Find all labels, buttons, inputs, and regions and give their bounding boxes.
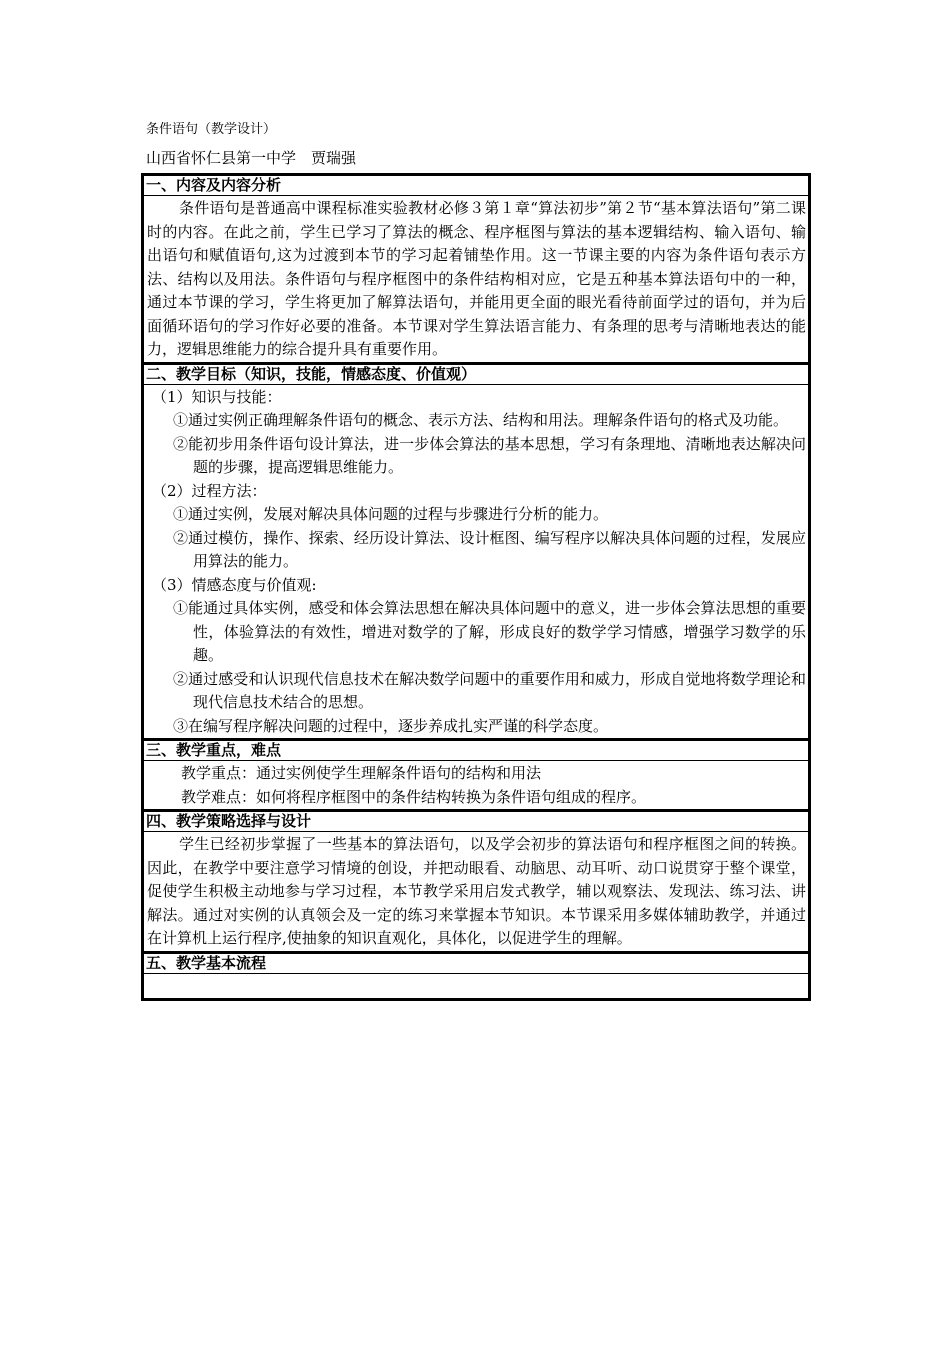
document-title: 条件语句（教学设计） — [146, 122, 277, 137]
objective-item: ①通过实例，发展对解决具体问题的过程与步骤进行分析的能力。 — [173, 505, 609, 523]
difficult-point-line: 教学难点：如何将程序框图中的条件结构转换为条件语句组成的程序。 — [181, 787, 647, 806]
section-body-teaching-strategy — [144, 832, 808, 954]
objective-group-label: （2）过程方法： — [152, 481, 267, 500]
section-heading-teaching-flow: 五、教学基本流程 — [144, 954, 808, 974]
section-body-content-analysis — [144, 196, 808, 365]
objective-item: ①能通过具体实例，感受和体会算法思想在解决具体问题中的意义，进一步体会算法思想的重要性，体验算法的有效性，增进对数学的了解，形成良好的数学学习情感，增强学习数学的乐趣。 — [173, 599, 806, 664]
objective-item: ②通过感受和认识现代信息技术在解决数学问题中的重要作用和威力，形成自觉地将数学理论和现代信息技术结合的思想。 — [173, 669, 806, 711]
objective-item: ③在编写程序解决问题的过程中，逐步养成扎实严谨的科学态度。 — [173, 716, 609, 735]
section-body-teaching-objectives — [144, 385, 808, 742]
content-analysis-paragraph: 条件语句是普通高中课程标准实验教材必修３第１章“算法初步”第２节“基本算法语句”第二课时的内容。在此之前，学生已学习了算法的概念、程序框图与算法的基本逻辑结构、输入语句、输出语句和赋值语句,这为过渡到本节的学习起着铺垫作用。这一节课主要的内容为条件语句表示方法、结构以及用法。条件语句与程序框图中的条件结构相对应，它是五种基本算法语句中的一种，通过本节课的学习，学生将更加了解算法语句，并能用更全面的眼光看待前面学过的语句，并为后面循环语句的学习作好必要的准备。本节课对学生算法语言能力、有条理的思考与清晰地表达的能力，逻辑思维能力的综合提升具有重要作用。 — [147, 199, 806, 358]
section-heading-teaching-strategy: 四、教学策略选择与设计 — [144, 812, 808, 832]
objective-group-label: （1）知识与技能： — [152, 387, 282, 406]
section-heading-content-analysis: 一、内容及内容分析 — [144, 176, 808, 196]
key-point-line: 教学重点：通过实例使学生理解条件语句的结构和用法 — [181, 764, 542, 782]
section-heading-key-difficult-points: 三、教学重点，难点 — [144, 741, 808, 761]
section-body-key-difficult-points — [144, 761, 808, 812]
lesson-design-table — [141, 173, 811, 1001]
objective-item: ②通过模仿，操作、探索、经历设计算法、设计框图、编写程序以解决具体问题的过程，发展应用算法的能力。 — [173, 528, 806, 570]
section-body-teaching-flow — [144, 974, 808, 998]
objective-item: ②能初步用条件语句设计算法，进一步体会算法的基本思想，学习有条理地、清晰地表达解决问题的步骤，提高逻辑思维能力。 — [173, 434, 806, 476]
teaching-strategy-paragraph: 学生已经初步掌握了一些基本的算法语句，以及学会初步的算法语句和程序框图之间的转换。因此，在教学中要注意学习情境的创设，并把动眼看、动脑思、动耳听、动口说贯穿于整个课堂，促使学生积极主动地参与学习过程，本节教学采用启发式教学，辅以观察法、发现法、练习法、讲解法。通过对实例的认真领会及一定的练习来掌握本节知识。本节课采用多媒体辅助教学，并通过在计算机上运行程序,使抽象的知识直观化，具体化，以促进学生的理解。 — [147, 835, 806, 947]
objective-group-label: （3）情感态度与价值观: — [152, 575, 317, 594]
section-heading-teaching-objectives: 二、教学目标（知识，技能，情感态度、价值观） — [144, 365, 808, 385]
document-author: 山西省怀仁县第一中学 贾瑞强 — [146, 149, 357, 167]
objective-item: ①通过实例正确理解条件语句的概念、表示方法、结构和用法。理解条件语句的格式及功能。 — [173, 411, 789, 429]
